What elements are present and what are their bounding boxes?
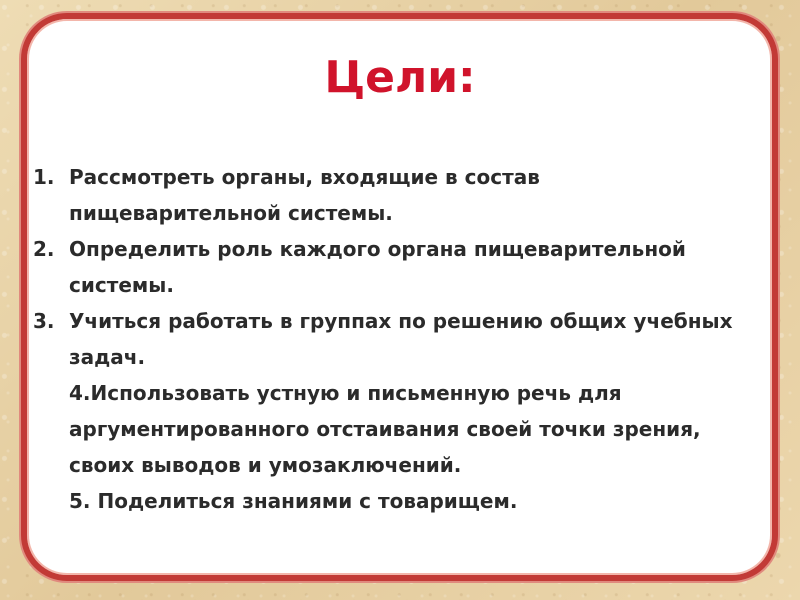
- slide-title: Цели:: [324, 52, 476, 103]
- goals-list: [33, 159, 753, 519]
- goal-item-3: [33, 303, 753, 375]
- goal-number-1: 1.: [33, 165, 55, 189]
- goal-item-2: [33, 231, 753, 303]
- goal-item-4: [33, 375, 753, 483]
- goal-text-1: Рассмотреть органы, входящие в состав пищеварительной системы.: [69, 165, 540, 225]
- goal-number-3: 3.: [33, 309, 55, 333]
- goal-text-3: Учиться работать в группах по решению общих учебных задач.: [69, 309, 733, 369]
- goal-number-2: 2.: [33, 237, 55, 261]
- goal-text-5: 5. Поделиться знаниями с товарищем.: [69, 489, 518, 513]
- goal-item-5: [33, 483, 753, 519]
- goal-text-2: Определить роль каждого органа пищеварительной системы.: [69, 237, 686, 297]
- goal-text-4: 4.Использовать устную и письменную речь для аргументированного отстаивания своей точки зрения, своих выводов и умозаключений.: [69, 381, 701, 477]
- goal-item-1: [33, 159, 753, 231]
